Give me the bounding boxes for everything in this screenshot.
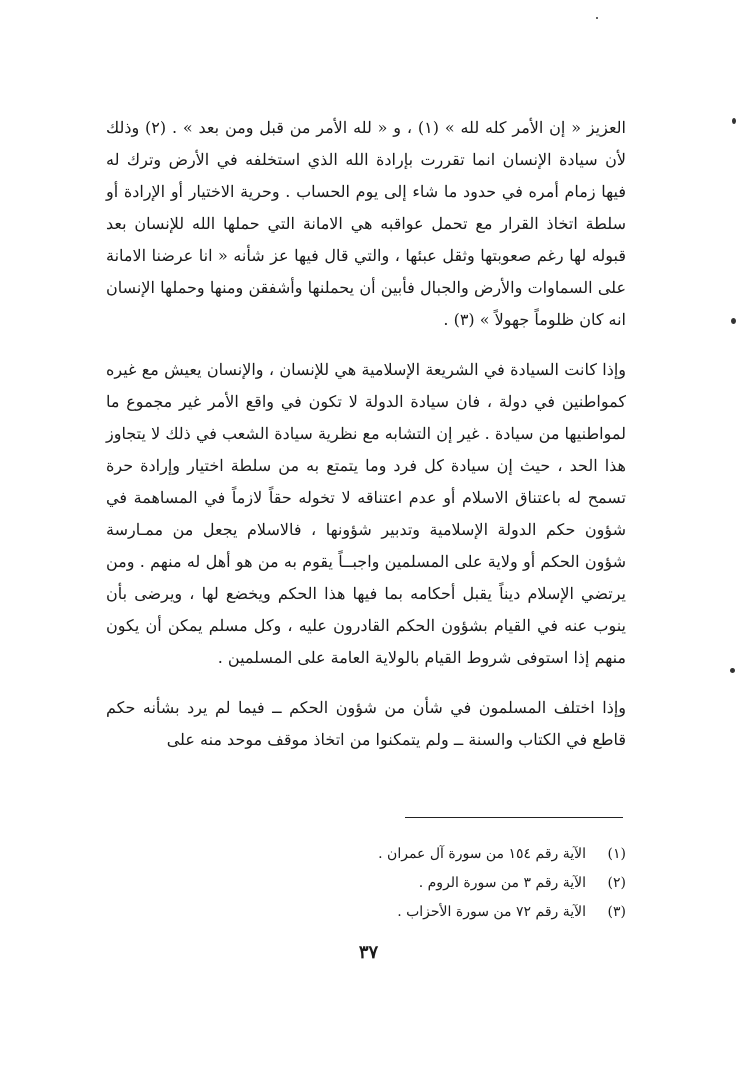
- page-number: ٣٧: [358, 942, 379, 963]
- scan-speck: [730, 668, 735, 673]
- footnote-1: [106, 840, 626, 869]
- footnote-3: [106, 898, 626, 927]
- paragraph-3: وإذا اختلف المسلمون في شأن من شؤون الحكم ــ فيما لم يرد بشأنه حكم قاطع في الكتاب والسنة ــ ولم يتمكنوا من اتخاذ موقف موحد منه على: [106, 698, 627, 749]
- body-text: [106, 112, 626, 756]
- footnote-divider: [405, 817, 623, 818]
- footnote-number: (١): [607, 846, 626, 862]
- paragraph-1: العزيز « إن الأمر كله لله » (١) ، و « لله الأمر من قبل ومن بعد » . (٢) وذلك لأن سيادة الإنسان انما تقررت بإرادة الله الذي استخلفه في الأرض وترك له فيها زمام أمره في حدود ما شاء إلى يوم الحساب . وحرية الاختيار أو الإرادة أو سلطة اتخاذ القرار مع تحمل عواقبه هي الامانة التي حملها الله للإنسان بعد قبوله لها رغم صعوبتها وثقل عبئها ، والتي قال فيها عز شأنه « انا عرضنا الامانة على السماوات والأرض والجبال فأبين أن يحملنها وأشفقن ومنها وحملها الإنسان انه كان ظلوماً جهولاً » (٣) .: [106, 118, 626, 329]
- footnote-number: (٣): [607, 904, 626, 920]
- scan-speck: [732, 118, 736, 124]
- scan-speck: [731, 318, 736, 324]
- paragraph-2: وإذا كانت السيادة في الشريعة الإسلامية هي للإنسان ، والإنسان يعيش مع غيره كمواطنين في دولة ، فان سيادة الدولة لا تكون في واقع الأمر غير مجموع ما لمواطنيها من سيادة . غير إن التشابه مع نظرية سيادة الشعب في ذلك لا يتجاوز هذا الحد ، حيث إن سيادة كل فرد وما يتمتع به من سلطة اختيار وإرادة حرة تسمح له باعتناق الاسلام أو عدم اعتناقه لا تخوله حقاً لازماً في المساهمة في شؤون حكم الدولة الإسلامية وتدبير شؤونها ، فالاسلام يجعل من ممـارسة شؤون الحكم أو ولاية على المسلمين واجبــاً يقوم به من هو أهل له منهم . ومن يرتضي الإسلام ديناً يقبل أحكامه بما فيها هذا الحكم ويخضع لها ، ويرضى بأن ينوب عنه في القيام بشؤون الحكم القادرون عليه ، وكل مسلم يمكن أن يكون منهم إذا استوفى شروط القيام بالولاية العامة على المسلمين .: [106, 360, 627, 667]
- footnote-number: (٢): [607, 875, 626, 891]
- footnote-text: الآية رقم ٧٢ من سورة الأحزاب .: [397, 904, 586, 920]
- footnote-2: [106, 869, 626, 898]
- scan-speck: [596, 17, 598, 19]
- footnotes: [106, 840, 626, 927]
- footnote-text: الآية رقم ١٥٤ من سورة آل عمران .: [378, 846, 586, 862]
- footnote-text: الآية رقم ٣ من سورة الروم .: [418, 875, 586, 891]
